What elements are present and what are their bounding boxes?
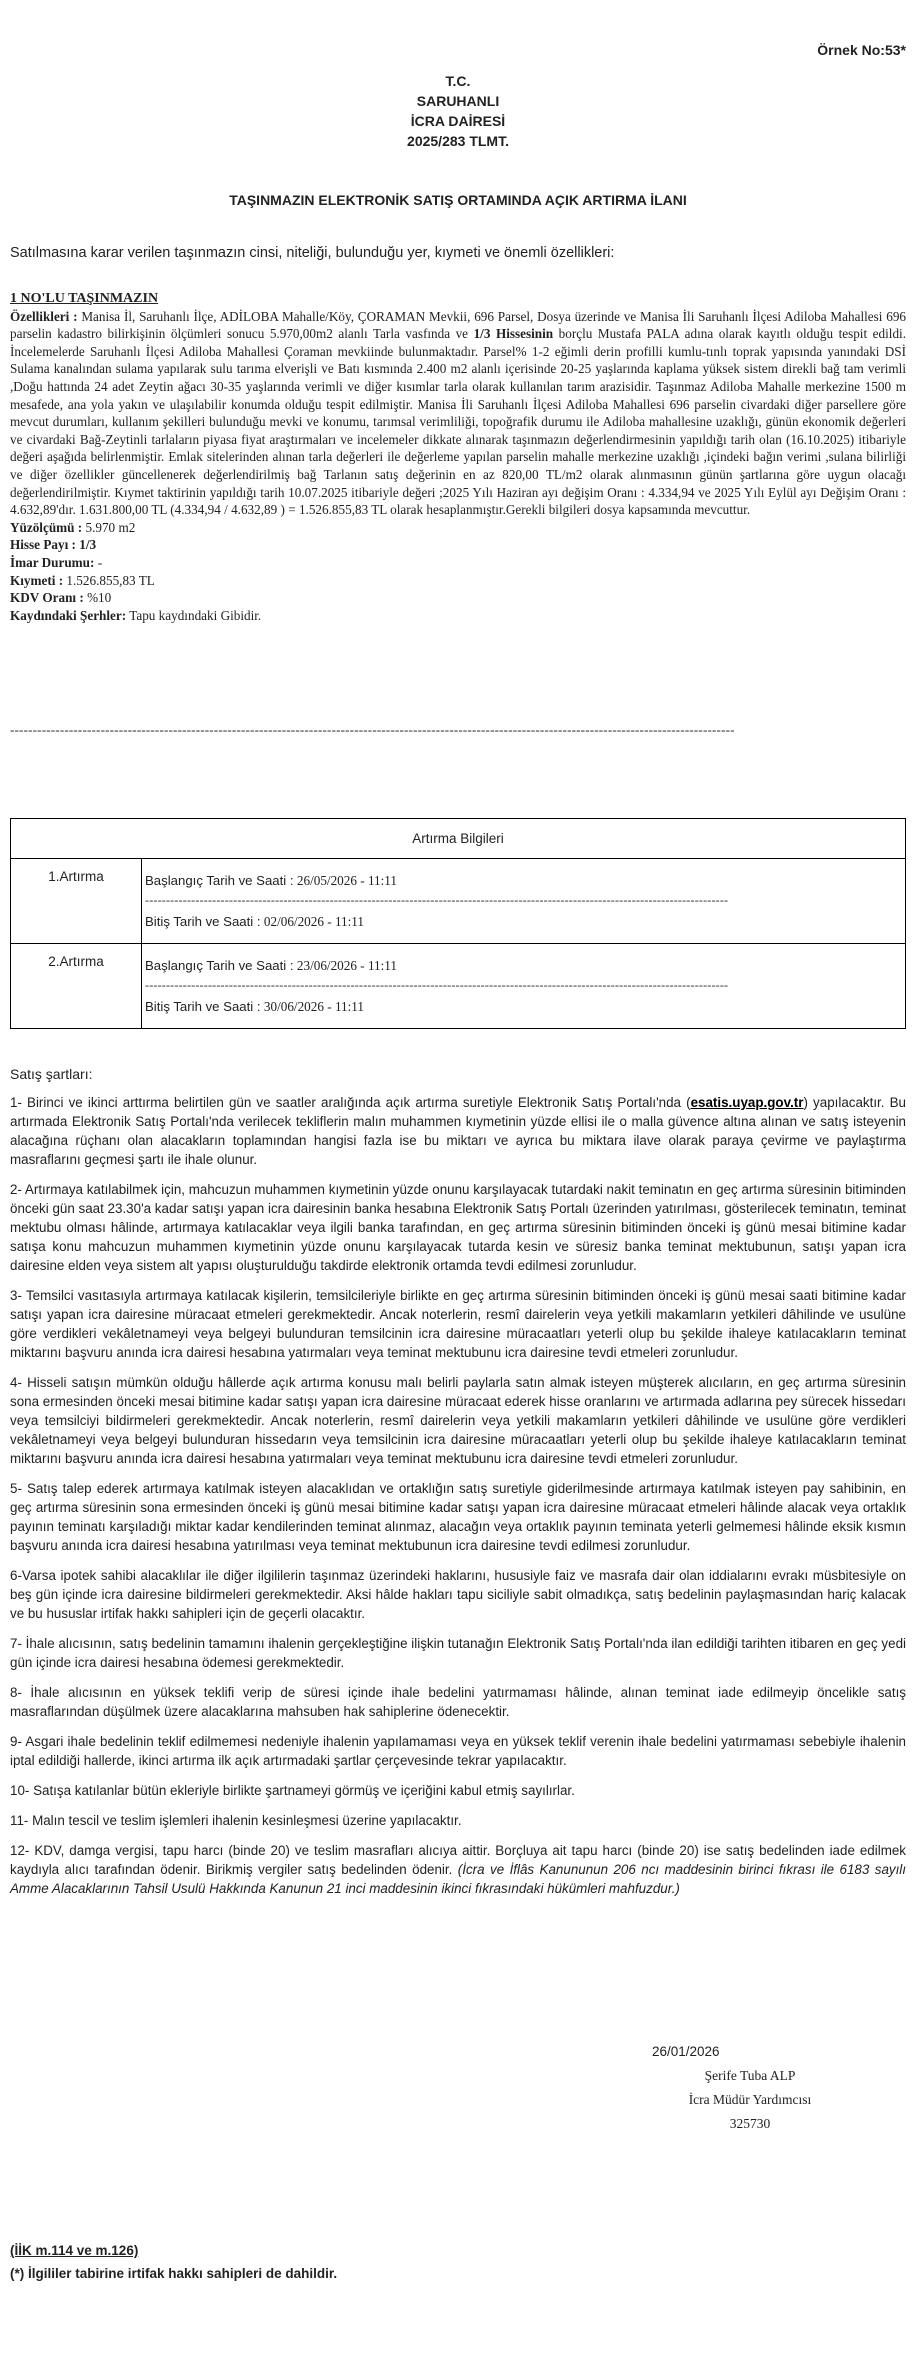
signature-block xyxy=(630,2040,870,2136)
end-value: 30/06/2026 - 11:11 xyxy=(263,998,364,1014)
condition-item: 3- Temsilci vasıtasıyla artırmaya katılacak kişilerin, temsilcileriyle birlikte en geç artırma süresinin bitiminden önceki iş günü mesai saati bitimine kadar satışı yapan icra dairesine müracaat etmeleri gerekmektedir. Ancak noterlerin, resmî dairelerin veya yetkili makamların yetkileri dâhilinde ve usulüne göre verdikleri vekâletnameyi veya belgeyi bulunduran temsilcinin icra dairesine müracaatları yeterli olup bu şekilde ihaleye katılacakların teminat miktarını başvuru anında icra dairesi hesabına yatırmaları veya teminat mektubunu icra dairesine tevdi etmeleri zorunludur. xyxy=(10,1288,906,1360)
condition-item: 11- Malın tescil ve teslim işlemleri ihalenin kesinleşmesi üzerine yapılacaktır. xyxy=(10,1813,462,1828)
condition-text: 12- KDV, damga vergisi, tapu harcı (binde 20) ve teslim masrafları alıcıya aittir. Borçluya ait tapu harcı (binde 20) ise satış bedelinden iade edilmek kaydıyla alıcı tarafından ödenir. Birikmiş vergiler satış bedelinden ödenir. xyxy=(10,1843,906,1877)
intro-text: Satılmasına karar verilen taşınmazın cinsi, niteliği, bulunduğu yer, kıymeti ve önemli özellikleri: xyxy=(10,245,615,261)
esatis-link[interactable]: esatis.uyap.gov.tr xyxy=(690,1095,804,1110)
field-label: Yüzölçümü : xyxy=(10,519,83,535)
condition-text: 1- Birinci ve ikinci arttırma belirtilen gün ve saatler aralığında açık artırma suretiyle Elektronik Satış Portalı'nda ( xyxy=(10,1095,691,1110)
ozellikleri-text-post: borçlu Mustafa PALA adına olarak kayıtlı olduğu tespit edildi. İncelemelerde Saruhanlı İlçesi Adiloba Mahallesi Çoraman mevkiinde bulunmaktadır. Parsel% 1-2 eğimli derin profilli kumlu-tınlı toprak yapısında yanındaki DSİ Sulama kanalından sulama yapılarak sulu tarıma elverişli ve Batı kısmında 2.400 m2 alanlı içerisinde 20-25 yaşlarında kaplama yüksek sistem direkli bağ tam verimli ,Doğu hattında 24 adet Zeytin ağacı 30-35 yaşlarında verimli ve diğer kısımlar tarla olarak kullanılan tarım arazisidir. Taşınmaz Adiloba Mahalle merkezine 1500 m mesafede, ana yola yakın ve ulaşılabilir konumda olduğu tespit edilmiştir. Manisa İli Saruhanlı İlçesi Adiloba Mahallesi 696 parselin civardaki diğer parsellere göre mevcut durumları, kullanım şekilleri bulunduğu mevki ve konumu, tarımsal verimliliği, topoğrafik durumu ile Adiloba mahallesine uzaklığı, günün ekonomik değerleri ve civardaki Bağ-Zeytinli tarlaların piyasa fiyat araştırmaları ve incelemeler dikkate alınarak taşınmazın değerlendirmesinin yapıldığı tarih olan (16.10.2025) itibariyle değeri aşağıda belirlenmiştir. Emlak sitelerinden alınan tarla değerleri ile değerleme yapılan parselin mahalle merkezine uzaklığı ,içindeki bağın verimi ,sulana bilirliği ve diğer özellikler güncellenerek değerlendirilmiş bağ Tarlanın satış değerinin en az 820,00 TL/m2 olarak alınmasının günün şartlarına göre uygun olacağı değerlendirilmiştir. Kıymet taktirinin yapıldığı tarih 10.07.2025 itibariyle değeri ;2025 Yılı Haziran ayı değişim Oranı : 4.334,94 ve 2025 Yılı Eylül ayı Değişim Oranı : 4.632,89'dır. 1.631.800,00 TL (4.334,94 / 4.632,89 ) = 1.526.855,83 TL olarak hesaplanmıştır.Gerekli bilgileri dosya kapsamında mevcuttur. xyxy=(10,326,906,518)
condition-item: 5- Satış talep ederek artırmaya katılmak isteyen alacaklıdan ve ortaklığın satış suretiyle giderilmesinde artırmaya katılmak isteyen pay sahibinin, en geç artırma süresinin sona ermesinden önceki iş günü mesai bitimine kadar satışı yapan icra dairesine müracaat etmeleri hâlinde alacak veya ortaklık payının teminatı karşıladığı miktar kadar kendilerinden teminat alınmaz, alacağın veya ortaklık payının teminata yeterli gelmemesi hâlinde eksik kısmın başvuru anında icra dairesi hesabına yatırılması veya teminat mektubunun icra dairesine tevdi edilmesi zorunludur. xyxy=(10,1481,906,1553)
header-line-file-no: 2025/283 TLMT. xyxy=(407,133,509,149)
header-line-office: İCRA DAİRESİ xyxy=(410,113,506,129)
start-value: 26/05/2026 - 11:11 xyxy=(296,872,397,888)
footer-law-reference xyxy=(10,2243,138,2258)
date-separator: ------------------------------------------------------------------------------------------------------------------------------------------- xyxy=(145,977,729,992)
auction-table xyxy=(10,818,906,1029)
start-value: 23/06/2026 - 11:11 xyxy=(296,957,397,973)
field-yuzolcumu xyxy=(10,519,906,537)
field-label: Kaydındaki Şerhler: xyxy=(10,607,127,623)
field-kdv-orani xyxy=(10,589,906,607)
end-datetime xyxy=(145,914,902,930)
property-description xyxy=(10,309,906,518)
condition-text: ) yapılacaktır. Bu artırmada Elektronik Satış Portalı'nda verilecek tekliflerin malın muhammen kıymetinin yüzde ellisi ile o malla güvence altına alınan ve satış isteyenin alacağına rüçhanı olan alacakların toplamından hangisi fazla ise bu miktarı ve ayrıca bu miktara ilave olarak paraya çevirme ve paylaştırma masraflarını geçmesi şartı ile ihale olunur. xyxy=(10,1095,906,1167)
field-label: Hisse Payı : 1/3 xyxy=(10,537,97,553)
field-kiymeti xyxy=(10,572,906,590)
condition-item: 2- Artırmaya katılabilmek için, mahcuzun muhammen kıymetinin yüzde onunu karşılayacak tutardaki nakit teminatın en geç artırma süresinin bitiminden önceki gün saat 23.30'a kadar satışı yapan icra dairesinin banka hesabına Elektronik Satış Portalı üzerinden yatırılması, gösterilecek teminatın, teminat mektubu olması hâlinde, artırmaya katılacaklar veya ilgili banka tarafından, en geç artırma süresinin bitiminden önceki iş günü mesai bitimine kadar satışa konu mahcuzun muhammen kıymetinin yüzde onunu karşılayacak tutarda kesin ve süresiz banka teminat mektubunun, satışı yapan icra dairesine elden veya sistem alt yapısı oluşturulduğu takdirde elektronik ortamda tevdi edilmesi zorunludur. xyxy=(10,1182,906,1273)
field-hisse-payi xyxy=(10,536,906,554)
property-heading: 1 NO'LU TAŞINMAZIN xyxy=(10,291,159,306)
ornek-number: Örnek No:53* xyxy=(817,42,906,58)
ozellikleri-text-pre: Manisa İl, Saruhanlı İlçe, ADİLOBA Mahalle/Köy, ÇORAMAN Mevkii, 696 Parsel, Dosya üzerinde ve Manisa İli Saruhanlı İlçesi Adiloba Mahallesi 696 parselin kadastro bilirkişinin ölçümleri sonucu 5.970,00m2 alanlı Tarla vasfında ve xyxy=(10,308,907,342)
field-value: Tapu kaydındaki Gibidir. xyxy=(129,607,262,623)
auction-row xyxy=(11,859,906,944)
condition-item xyxy=(10,1093,906,1169)
property-section xyxy=(10,290,906,624)
start-datetime xyxy=(145,873,902,889)
auction-dates xyxy=(142,859,906,944)
section-divider: ---------------------------------------------------------------------------------------------------------------------------------------------------------------- xyxy=(10,722,735,737)
office-header xyxy=(10,71,906,151)
share-bold: 1/3 Hissesinin xyxy=(473,326,554,342)
field-label: Kıymeti : xyxy=(10,572,64,588)
footer-law-text: (İİK m.114 ve m.126) xyxy=(10,2243,139,2258)
auction-row xyxy=(11,944,906,1029)
signatory-name: Şerife Tuba ALP xyxy=(704,2068,796,2083)
condition-item: 8- İhale alıcısının en yüksek teklifi verip de süresi içinde ihale bedelini yatırmaması hâlinde, alınan teminat iade edilmeyip öncelikle satış masraflarından düşülmek üzere alacaklarına mahsuben hak sahiplerine ödenecektir. xyxy=(10,1685,906,1719)
condition-law-note: (İcra ve İflâs Kanununun 206 ncı maddesinin birinci fıkrası ile 6183 sayılı Amme Alacaklarının Tahsil Usulü Hakkında Kanunun 21 inci maddesinin ikinci fıkrasındaki hükümleri mahfuzdur.) xyxy=(10,1862,906,1896)
field-value: 1.526.855,83 TL xyxy=(66,572,155,588)
field-value: - xyxy=(97,554,103,570)
condition-item: 4- Hisseli satışın mümkün olduğu hâllerde açık artırma konusu malı belirli paylarla satın almak isteyen müşterek alıcıların, en geç artırma süresinin sona ermesinden önceki mesai bitimine kadar satışı yapan icra dairesine müracaat ederek hisse oranlarını ve artırmada adlarına pey sürecek hissedarı veya temsilciyi bildirmeleri gerekmektedir. Ancak noterlerin, resmî dairelerin veya yetkili makamların yetkileri dâhilinde ve usulüne göre verdikleri vekâletnameyi veya belgeyi bulunduran hissedarın veya temsilcinin icra dairesine müracaatları yeterli olup bu şekilde ihaleye katılacakların teminat miktarını başvuru anında icra dairesi hesabına yatırmaları veya teminat mektubunu icra dairesine tevdi etmeleri zorunludur. xyxy=(10,1375,906,1466)
field-label: İmar Durumu: xyxy=(10,554,95,570)
conditions-list xyxy=(10,1093,906,1909)
condition-item: 9- Asgari ihale bedelinin teklif edilmemesi nedeniyle ihalenin yapılamaması veya en yüksek teklif verenin ihale bedelini yatırmaması sebebiyle ihalenin iptal edildiği hallerde, ikinci artırma ilk açık artırmadaki şartlar çerçevesinde tekrar yapılacaktır. xyxy=(10,1734,906,1768)
end-label: Bitiş Tarih ve Saati : xyxy=(145,998,261,1014)
field-imar-durumu xyxy=(10,554,906,572)
condition-item: 6-Varsa ipotek sahibi alacaklılar ile diğer ilgililerin taşınmaz üzerindeki haklarını, hususiyle faiz ve masrafa dair olan iddialarını evrakı müsbitesiyle on beş gün içinde icra dairesine bildirmeleri gerekmektedir. Aksi hâlde hakları tapu siciliyle sabit olmadıkça, satış bedelinin paylaşmasından hariç kalacak ve bu hususlar irtifak hakkı sahipleri için de geçerli olacaktır. xyxy=(10,1568,906,1621)
signature-date: 26/01/2026 xyxy=(652,2044,720,2059)
signatory-number: 325730 xyxy=(729,2116,771,2131)
signatory-title: İcra Müdür Yardımcısı xyxy=(688,2092,812,2107)
end-value: 02/06/2026 - 11:11 xyxy=(263,913,364,929)
field-value: %10 xyxy=(87,590,112,606)
auction-number: 1.Artırma xyxy=(11,859,142,944)
field-kaydindaki-serhler xyxy=(10,607,906,625)
condition-item: 7- İhale alıcısının, satış bedelinin tamamını ihalenin gerçekleştiğine ilişkin tutanağın Elektronik Satış Portalı'nda ilan edildiği tarihten itibaren en geç yedi gün içinde icra dairesi hesabına ödemesi gerekmektedir. xyxy=(10,1636,906,1670)
auction-dates xyxy=(142,944,906,1029)
condition-item: 10- Satışa katılanlar bütün ekleriyle birlikte şartnameyi görmüş ve içeriğini kabul etmiş sayılırlar. xyxy=(10,1783,575,1798)
announcement-title: TAŞINMAZIN ELEKTRONİK SATIŞ ORTAMINDA AÇIK ARTIRMA İLANI xyxy=(229,192,687,208)
ozellikleri-label: Özellikleri : xyxy=(10,308,78,324)
header-line-district: SARUHANLI xyxy=(416,93,500,109)
condition-item xyxy=(10,1841,906,1898)
auction-table-title: Artırma Bilgileri xyxy=(11,819,906,859)
field-label: KDV Oranı : xyxy=(10,590,84,606)
header-line-tc: T.C. xyxy=(445,73,471,89)
field-value: 5.970 m2 xyxy=(85,519,136,535)
start-label: Başlangıç Tarih ve Saati : xyxy=(145,957,294,973)
auction-number: 2.Artırma xyxy=(11,944,142,1029)
end-datetime xyxy=(145,999,902,1015)
footer-note: (*) İlgililer tabirine irtifak hakkı sahipleri de dahildir. xyxy=(10,2266,338,2281)
date-separator: ------------------------------------------------------------------------------------------------------------------------------------------- xyxy=(145,892,729,907)
start-label: Başlangıç Tarih ve Saati : xyxy=(145,872,294,888)
start-datetime xyxy=(145,958,902,974)
conditions-title: Satış şartları: xyxy=(10,1066,93,1082)
end-label: Bitiş Tarih ve Saati : xyxy=(145,913,261,929)
